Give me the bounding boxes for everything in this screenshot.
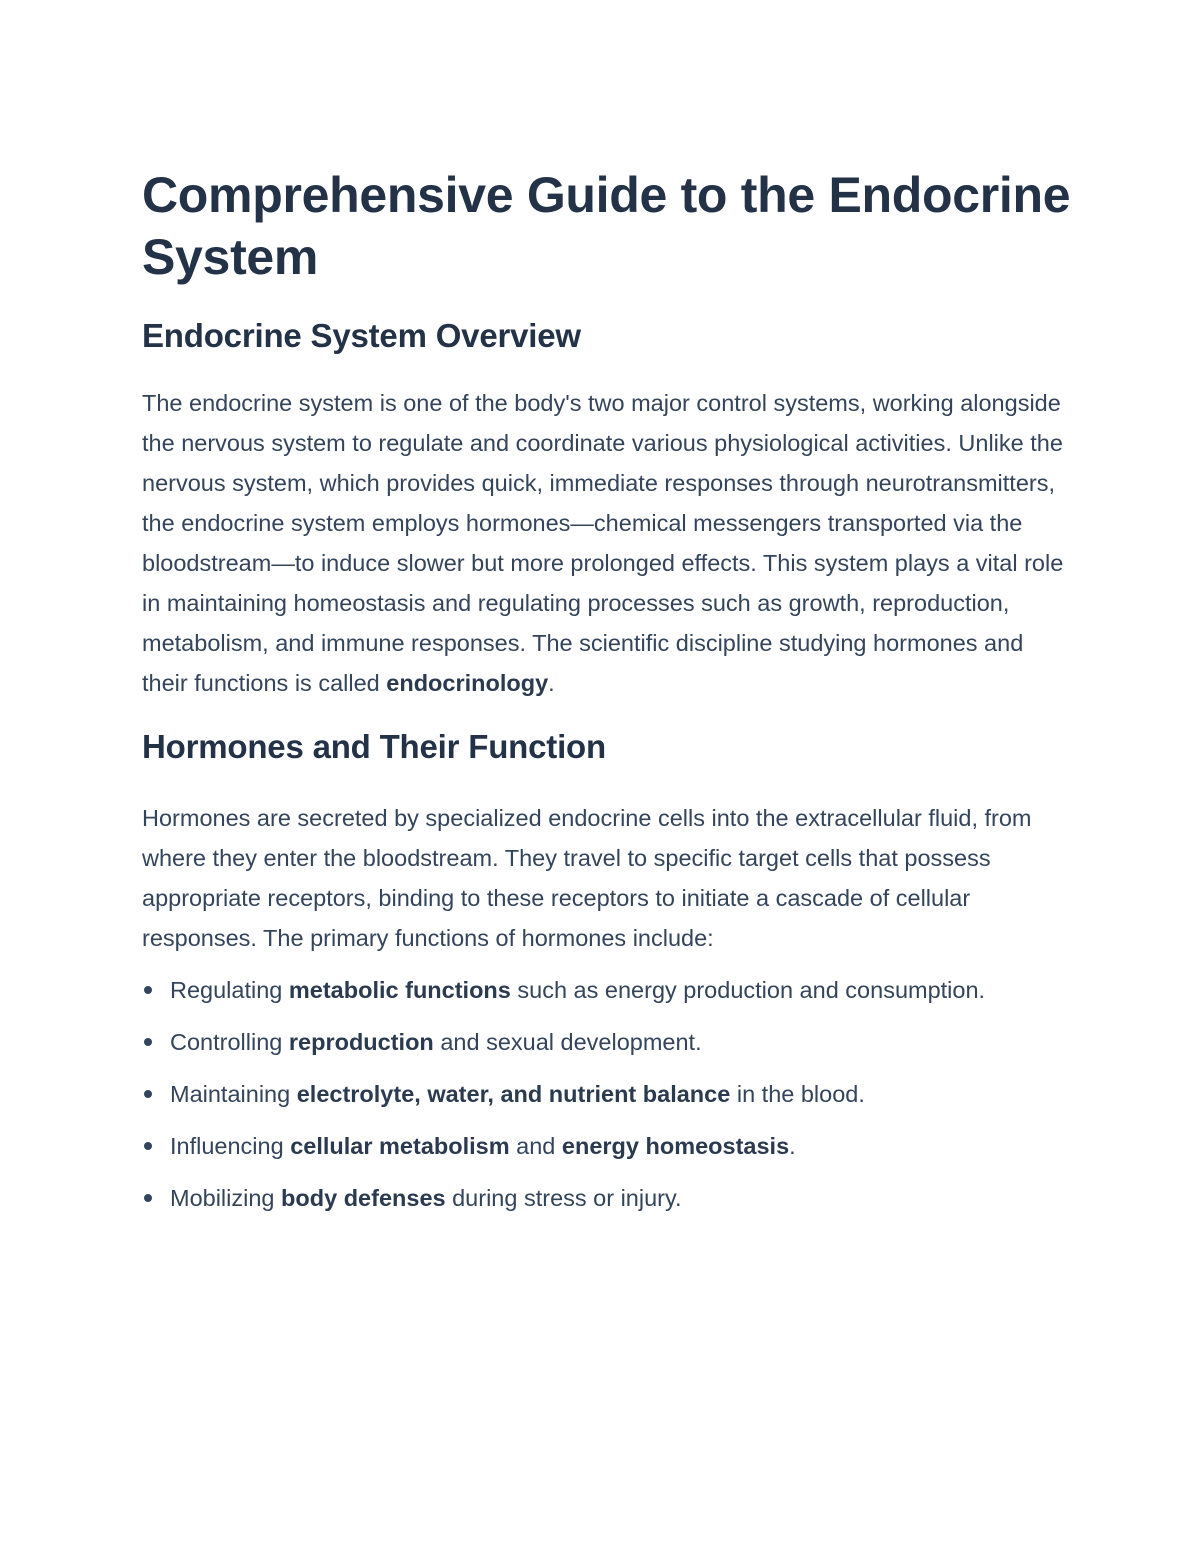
list-item-text: such as energy production and consumption.	[510, 977, 986, 1003]
overview-text: The endocrine system is one of the body's two major control systems, working alongside the nervous system to regulate and coordinate various physiological activities. Unlike the nervous system, which provides quick, immediate responses through neurotransmitters, the endocrine system employs hormones—chemical messengers transported via the bloodstream—to induce slower but more prolonged effects. This system plays a vital role in maintaining homeostasis and regulating processes such as growth, reproduction, metabolism, and immune responses. The scientific discipline studying hormones and their functions is called	[142, 390, 1064, 696]
overview-bold-term: endocrinology	[386, 670, 549, 696]
bullet-icon	[144, 986, 152, 994]
list-item-text: Mobilizing	[170, 1185, 282, 1211]
list-item-bold: metabolic functions	[288, 977, 511, 1003]
list-item	[142, 1022, 1072, 1062]
list-item-text: and	[509, 1133, 562, 1159]
list-item-text: .	[789, 1133, 796, 1159]
list-item-bold: energy homeostasis	[561, 1133, 790, 1159]
list-item	[142, 1126, 1072, 1166]
bullet-icon	[144, 1142, 152, 1150]
overview-end: .	[548, 670, 555, 696]
bullet-icon	[144, 1194, 152, 1202]
section-heading-overview: Endocrine System Overview	[142, 317, 581, 354]
list-item-bold: reproduction	[288, 1029, 434, 1055]
bullet-icon	[144, 1038, 152, 1046]
list-item-bold: cellular metabolism	[290, 1133, 510, 1159]
hormone-functions-list	[142, 970, 1072, 1218]
list-item-text: Maintaining	[170, 1081, 297, 1107]
list-item	[142, 1178, 1072, 1218]
list-item-text: Controlling	[170, 1029, 289, 1055]
section-heading-hormones: Hormones and Their Function	[142, 728, 606, 765]
list-item-text: Influencing	[170, 1133, 291, 1159]
list-item-bold: electrolyte, water, and nutrient balance	[296, 1081, 731, 1107]
bullet-icon	[144, 1090, 152, 1098]
document-page	[142, 164, 1072, 1230]
list-item-text: Regulating	[170, 977, 289, 1003]
list-item	[142, 1074, 1072, 1114]
page-title: Comprehensive Guide to the Endocrine System	[142, 167, 1071, 285]
list-item-text: and sexual development.	[433, 1029, 702, 1055]
list-item-bold: body defenses	[281, 1185, 446, 1211]
overview-paragraph	[142, 383, 1072, 703]
list-item	[142, 970, 1072, 1010]
list-item-text: during stress or injury.	[445, 1185, 682, 1211]
list-item-text: in the blood.	[730, 1081, 865, 1107]
hormones-paragraph: Hormones are secreted by specialized endocrine cells into the extracellular fluid, from where they enter the bloodstream. They travel to specific target cells that possess appropriate receptors, binding to these receptors to initiate a cascade of cellular responses. The primary functions of hormones include:	[142, 805, 1032, 951]
